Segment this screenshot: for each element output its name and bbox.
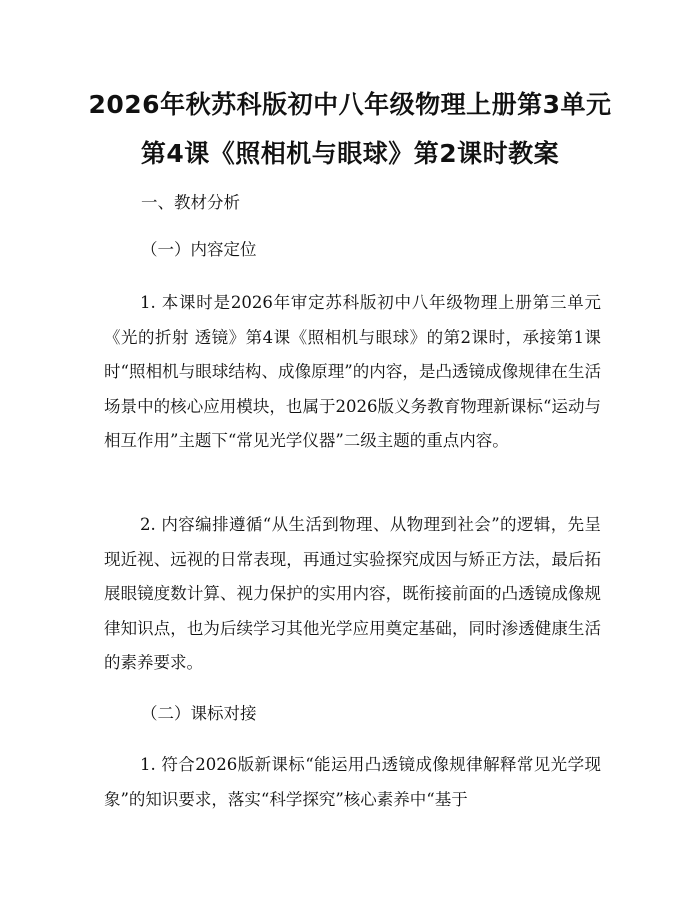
document-title: 2026年秋苏科版初中八年级物理上册第3单元第4课《照相机与眼球》第2课时教案 [88, 90, 612, 168]
paragraph-curriculum-alignment-1: 1. 符合2026版新课标“能运用凸透镜成像规律解释常见光学现象”的知识要求，落实“科学探究”核心素养中“基于 [104, 755, 601, 809]
subsection-heading-curriculum-alignment: （二）课标对接 [141, 704, 257, 723]
section-heading-textbook-analysis: 一、教材分析 [141, 193, 240, 212]
paragraph-content-positioning-2: 2. 内容编排遵循“从生活到物理、从物理到社会”的逻辑，先呈现近视、远视的日常表现，再通过实验探究成因与矫正方法，最后拓展眼镜度数计算、视力保护的实用内容，既衔接前面的凸透镜成像规律知识点，也为后续学习其他光学应用奠定基础，同时渗透健康生活的素养要求。 [104, 515, 601, 672]
paragraph-content-positioning-1: 1. 本课时是2026年审定苏科版初中八年级物理上册第三单元《光的折射 透镜》第4课《照相机与眼球》的第2课时，承接第1课时“照相机与眼球结构、成像原理”的内容，是凸透镜成像规律在生活场景中的核心应用模块，也属于2026版义务教育物理新课标“运动与相互作用”主题下“常见光学仪器”二级主题的重点内容。 [104, 293, 601, 450]
subsection-heading-content-positioning: （一）内容定位 [141, 240, 257, 259]
